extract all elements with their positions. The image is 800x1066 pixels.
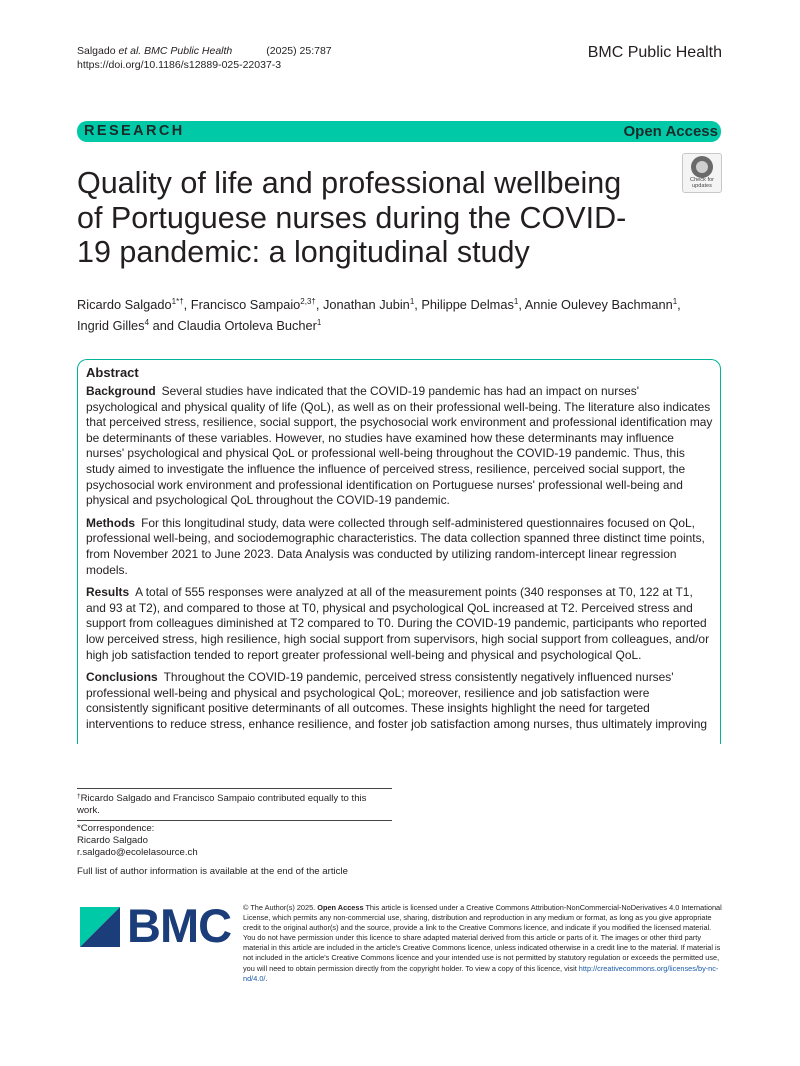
author-affiliation: 1 — [513, 297, 519, 306]
bmc-logo-icon — [80, 907, 120, 947]
abstract-background: Background Several studies have indicated that the COVID-19 pandemic has had an impact on nurses' psychological and physical quality of life (QoL), as well as on their professional well-being. The literature also indicates that perceived stress, resilience, social support, the psychosocial work environment and professional identification may be determinants of these variables. However, no studies have examined how these determinants may influence nurses' psychological and physical QoL or professional well-being throughout the COVID-19 pandemic. Thus, this study aimed to investigate the influence the influence of perceived stress, resilience, perceived social support, the psychosocial work environment and professional identification on Portuguese nurses' professional well-being and physical and psychological QoL throughout the COVID-19 pandemic. — [86, 384, 713, 508]
author-affiliation: 2,3† — [300, 297, 316, 306]
author-affiliation: 1 — [409, 297, 415, 306]
author-affiliation: 1 — [672, 297, 678, 306]
license-link[interactable]: http://creativecommons.org/licenses/by-nc-nd/4.0/ — [243, 963, 719, 983]
section-banner — [77, 121, 721, 142]
author-name[interactable]: Annie Oulevey Bachmann — [524, 297, 673, 312]
citation-year: (2025) 25:787 — [266, 45, 332, 57]
doi-link[interactable]: https://doi.org/10.1186/s12889-025-22037-3 — [77, 59, 282, 71]
abstract-conclusions: Conclusions Throughout the COVID-19 pandemic, perceived stress consistently negatively influenced nurses' professional well-being and physical and psychological QoL; moreover, resilience and job satisfaction were consistently significant positive determinants of all outcomes. These insights highlight the need for targeted interventions to reduce stress, enhance resilience, and foster job satisfaction among nurses, thus ultimately improving — [86, 670, 708, 731]
abstract-results: Results A total of 555 responses were analyzed at all of the measurement points (340 responses at T0, 122 at T1, and 93 at T2), and compared to those at T0, physical and psychological QoL increased at T2. Perceived stress and support from colleagues diminished at T2 compared to T0. During the COVID-19 pandemic, participants who reported low perceived stress, high resilience, high social support from supervisors, high social support from colleagues, and/or high job satisfaction tended to report greater professional well-being and physical and psychological QoL. — [86, 585, 710, 662]
section-label: RESEARCH — [84, 123, 185, 139]
author-affiliation: 4 — [144, 318, 150, 327]
check-for-updates-button[interactable] — [682, 153, 722, 193]
author-name[interactable]: Philippe Delmas — [421, 297, 514, 312]
author-name[interactable]: Francisco Sampaio — [190, 297, 301, 312]
author-name[interactable]: Jonathan Jubin — [323, 297, 410, 312]
journal-name: BMC Public Health — [587, 44, 722, 61]
open-access-label: Open Access — [623, 123, 718, 140]
abstract-methods: Methods For this longitudinal study, data were collected through self-administered questionnaires focused on QoL, professional well-being, and sociodemographic characteristics. The data collection spanned three distinct time points, from November 2021 to June 2023. Data Analysis was conducted by utilizing random-intercept linear regression models. — [86, 515, 705, 577]
citation: Salgado et al. BMC Public Health (2025) 25:787 — [77, 45, 332, 57]
license-text: © The Author(s) 2025. Open Access This article is licensed under a Creative Commons Attribution-NonCommercial-NoDerivatives 4.0 International License, which permits any non-commercial use, sharing, distribution and reproduction in any medium or format, as long as you give appropriate credit to the original author(s) and the source, provide a link to the Creative Commons licence, and indicate if you modified the licensed material. You do not have permission under this licence to share adapted material derived from this article or parts of it. The images or other third party material in this article are included in the article's Creative Commons licence, unless indicated otherwise in a credit line to the material. If material is not included in the article's Creative Commons licence and your intended use is not permitted by statutory regulation or exceeds the permitted use, you will need to obtain permission directly from the copyright holder. To view a copy of this licence, visit http://creativecommons.org/licenses/by-nc-nd/4.0/. — [243, 903, 722, 983]
author-affiliation: 1*† — [171, 297, 184, 306]
author-affiliation: 1 — [316, 318, 322, 327]
check-updates-icon — [691, 156, 713, 178]
author-name[interactable]: Claudia Ortoleva Bucher — [177, 318, 317, 333]
author-list: Ricardo Salgado$^{1*\dagger}$, Francisco Sampaio$^{2,3\dagger}$, Jonathan Jubin$^1$, Philippe Delmas$^1$, Annie Oulevey Bachmann$^1$, Ingrid Gilles$^4$ and Claudia Ortoleva Bucher$^1$ — [77, 297, 681, 333]
author-info-note: Full list of author information is available at the end of the article — [77, 866, 348, 877]
equal-contribution-note: †Ricardo Salgado and Francisco Sampaio contributed equally to this work. — [77, 788, 392, 816]
corresponding-author: Ricardo Salgado — [77, 834, 148, 846]
abstract-box — [77, 359, 721, 744]
author-name[interactable]: Ingrid Gilles — [77, 318, 145, 333]
abstract-heading: Abstract — [86, 365, 139, 380]
check-updates-label: Check for updates — [690, 177, 714, 190]
correspondence-note: *Correspondence: Ricardo Salgado r.salgado@ecolelasource.ch — [77, 820, 392, 858]
author-name[interactable]: Ricardo Salgado — [77, 297, 172, 312]
corresponding-email[interactable]: r.salgado@ecolelasource.ch — [77, 846, 198, 858]
bmc-logo-text: BMC — [127, 899, 232, 952]
running-header — [77, 44, 332, 72]
article-title: Quality of life and professional wellbeing of Portuguese nurses during the COVID-19 pandemic: a longitudinal study — [77, 166, 627, 269]
bmc-logo — [77, 899, 232, 955]
